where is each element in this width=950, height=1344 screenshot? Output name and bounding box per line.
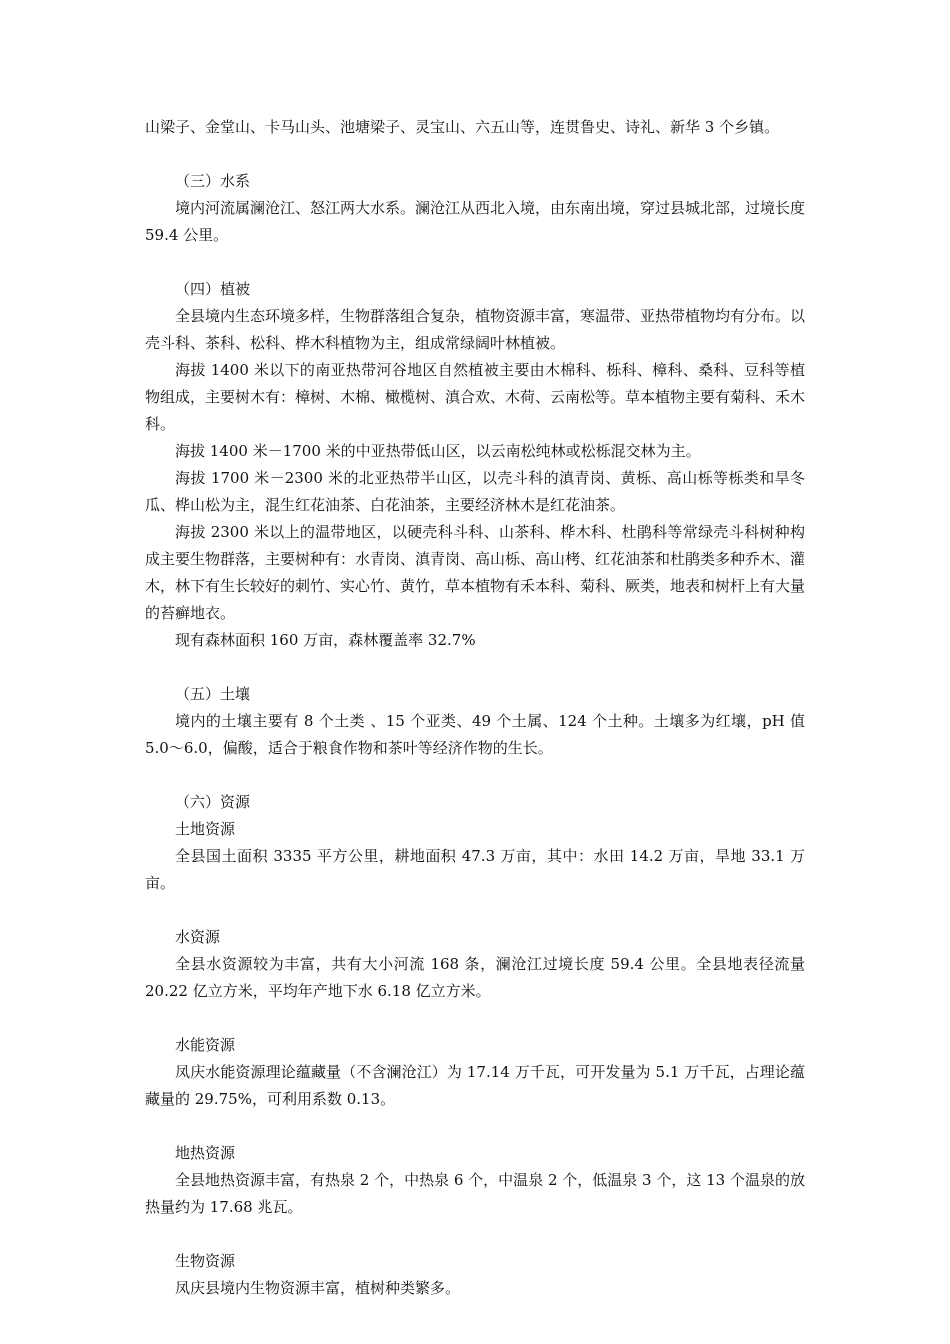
subheading-geothermal-resources: 地热资源 [175, 1144, 236, 1162]
vegetation-paragraph: 海拔 1700 米－2300 米的北亚热带半山区，以壳斗科的滇青岗、黄栎、高山栎等栎类和旱冬瓜、桦山松为主，混生红花油茶、白花油茶，主要经济林木是红花油茶。 [145, 469, 805, 514]
spacer [145, 141, 805, 168]
spacer [145, 1221, 805, 1248]
spacer [145, 654, 805, 681]
water-resources-paragraph: 全县水资源较为丰富，共有大小河流 168 条，澜沧江过境长度 59.4 公里。全县地表径流量 20.22 亿立方米，平均年产地下水 6.18 亿立方米。 [145, 955, 805, 1000]
spacer [145, 1005, 805, 1032]
document-body [145, 114, 805, 1302]
spacer [145, 897, 805, 924]
section-heading-vegetation: （四）植被 [175, 280, 251, 298]
section-heading-resources: （六）资源 [175, 793, 251, 811]
section-heading-soil: （五）土壤 [175, 685, 251, 703]
spacer [145, 249, 805, 276]
vegetation-paragraph: 海拔 1400 米－1700 米的中亚热带低山区，以云南松纯林或松栎混交林为主。 [175, 442, 701, 460]
intro-paragraph: 山梁子、金堂山、卡马山头、池塘梁子、灵宝山、六五山等，连贯鲁史、诗礼、新华 3 个乡镇。 [145, 118, 780, 136]
section-heading-water-system: （三）水系 [175, 172, 251, 190]
spacer [145, 762, 805, 789]
hydropower-resources-paragraph: 凤庆水能资源理论蕴藏量（不含澜沧江）为 17.14 万千瓦，可开发量为 5.1 万千瓦，占理论蕴藏量的 29.75%，可利用系数 0.13。 [145, 1063, 805, 1108]
biological-resources-paragraph: 凤庆县境内生物资源丰富，植树种类繁多。 [175, 1279, 461, 1297]
spacer [145, 1113, 805, 1140]
vegetation-paragraph: 海拔 1400 米以下的南亚热带河谷地区自然植被主要由木棉科、栎科、樟科、桑科、豆科等植物组成，主要树木有：樟树、木棉、橄榄树、滇合欢、木荷、云南松等。草本植物主要有菊科、禾木科。 [145, 361, 806, 433]
subheading-biological-resources: 生物资源 [175, 1252, 236, 1270]
water-system-paragraph: 境内河流属澜沧江、怒江两大水系。澜沧江从西北入境，由东南出境，穿过县城北部，过境长度 59.4 公里。 [145, 199, 806, 244]
subheading-water-resources: 水资源 [175, 928, 221, 946]
vegetation-paragraph: 现有森林面积 160 万亩，森林覆盖率 32.7% [175, 631, 476, 649]
subheading-land-resources: 土地资源 [175, 820, 236, 838]
vegetation-paragraph: 海拔 2300 米以上的温带地区，以硬壳科斗科、山茶科、桦木科、杜鹃科等常绿壳斗科树种构成主要生物群落，主要树种有：水青岗、滇青岗、高山栎、高山栲、红花油茶和杜鹃类多种乔木、灌木，林下有生长较好的刺竹、实心竹、黄竹，草本植物有禾本科、菊科、厥类，地表和树杆上有大量的苔癣地衣。 [145, 523, 806, 622]
geothermal-resources-paragraph: 全县地热资源丰富，有热泉 2 个，中热泉 6 个，中温泉 2 个，低温泉 3 个，这 13 个温泉的放热量约为 17.68 兆瓦。 [145, 1171, 805, 1216]
subheading-hydropower-resources: 水能资源 [175, 1036, 236, 1054]
soil-paragraph: 境内的土壤主要有 8 个土类 、15 个亚类、49 个土属、124 个土种。土壤多为红壤，pH 值5.0～6.0，偏酸，适合于粮食作物和茶叶等经济作物的生长。 [145, 712, 805, 757]
vegetation-paragraph: 全县境内生态环境多样，生物群落组合复杂，植物资源丰富，寒温带、亚热带植物均有分布。以壳斗科、茶科、松科、桦木科植物为主，组成常绿阔叶林植被。 [145, 307, 806, 352]
land-resources-paragraph: 全县国土面积 3335 平方公里，耕地面积 47.3 万亩，其中：水田 14.2 万亩，旱地 33.1 万亩。 [145, 847, 805, 892]
